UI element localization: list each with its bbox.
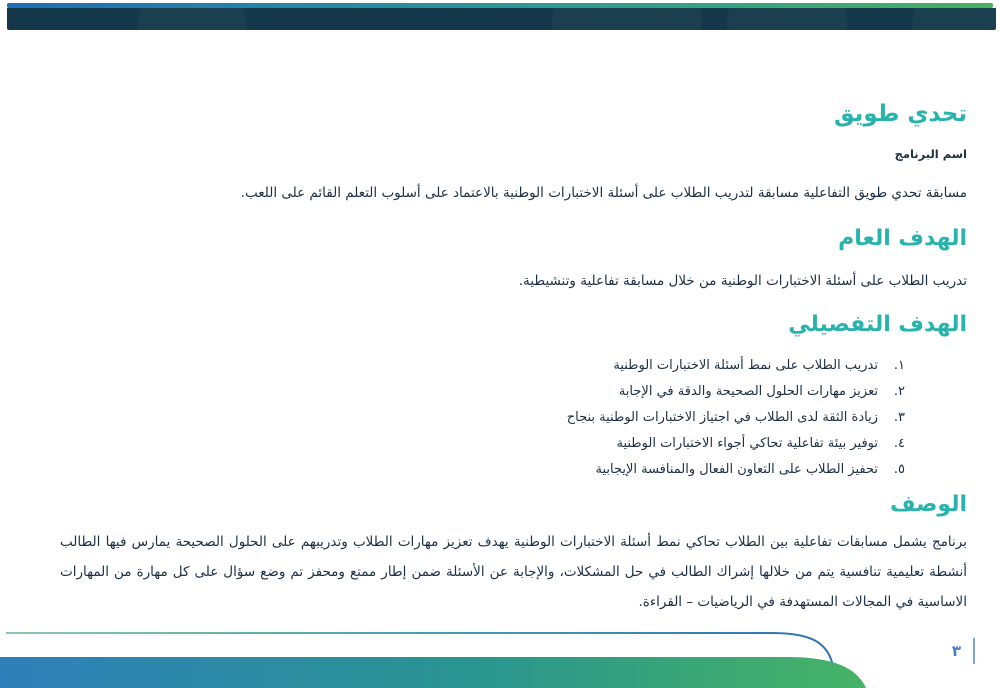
goal-list-item	[60, 434, 905, 453]
section-heading-description: الوصف	[889, 491, 967, 517]
intro-text: مسابقة تحدي طويق التفاعلية مسابقة لتدريب الطلاب على أسئلة الاختبارات الوطنية بالاعتماد على أسلوب التعلم القائم على اللعب.	[240, 184, 967, 201]
footer-gradient-band	[0, 657, 866, 688]
page-number-block	[952, 638, 975, 664]
goal-list-item	[60, 460, 905, 479]
detailed-goal-list	[60, 356, 967, 479]
goal-list-item-text: تعزيز مهارات الحلول الصحيحة والدقة في الإجابة	[618, 383, 878, 399]
goal-list-item-text: زيادة الثقة لدى الطلاب في اجتياز الاختبارات الوطنية بنجاح	[566, 409, 878, 425]
goal-list-item-number: ٣.	[893, 409, 905, 425]
general-goal-text: تدريب الطلاب على أسئلة الاختبارات الوطنية من خلال مسابقة تفاعلية وتنشيطية.	[518, 272, 967, 289]
goal-list-item-text: توفير بيئة تفاعلية تحاكي أجواء الاختبارات الوطنية	[616, 435, 878, 451]
goal-list-item-number: ٤.	[893, 435, 905, 451]
section-heading-detailed-goal: الهدف التفصيلي	[788, 311, 967, 337]
goal-list-item	[60, 356, 905, 375]
page-number-divider	[973, 638, 975, 664]
goal-list-item-number: ٢.	[893, 383, 905, 399]
footer-decoration	[0, 610, 1000, 688]
goal-list-item-number: ٥.	[893, 461, 905, 477]
section-heading-general-goal: الهدف العام	[838, 226, 967, 252]
goal-list-item	[60, 382, 905, 401]
page-number: ٣	[951, 642, 961, 660]
program-name-label: اسم البرنامج	[894, 146, 967, 161]
page-title: تحدي طويق	[833, 101, 967, 127]
goal-list-item-text: تدريب الطلاب على نمط أسئلة الاختبارات الوطنية	[613, 357, 878, 373]
goal-list-item-number: ١.	[893, 357, 905, 373]
description-text: برنامج يشمل مسابقات تفاعلية بين الطلاب تحاكي نمط أسئلة الاختبارات الوطنية يهدف تعزيز مهارات الطلاب وتدريبهم على الحلول الصحيحة يمارس فيها الطالب أنشطة تعليمية تنافسية يتم من خلالها إشراك الطالب في حل المشكلات، والإجابة عن الأسئلة ضمن إطار ممتع ومحفز تم وضع سؤال على كل مهارة من المهارات الاساسية في المجالات المستهدفة في الرياضيات – القراءة.	[60, 534, 967, 611]
goal-list-item	[60, 408, 905, 427]
goal-list-item-text: تحفيز الطلاب على التعاون الفعال والمنافسة الإيجابية	[595, 461, 878, 477]
